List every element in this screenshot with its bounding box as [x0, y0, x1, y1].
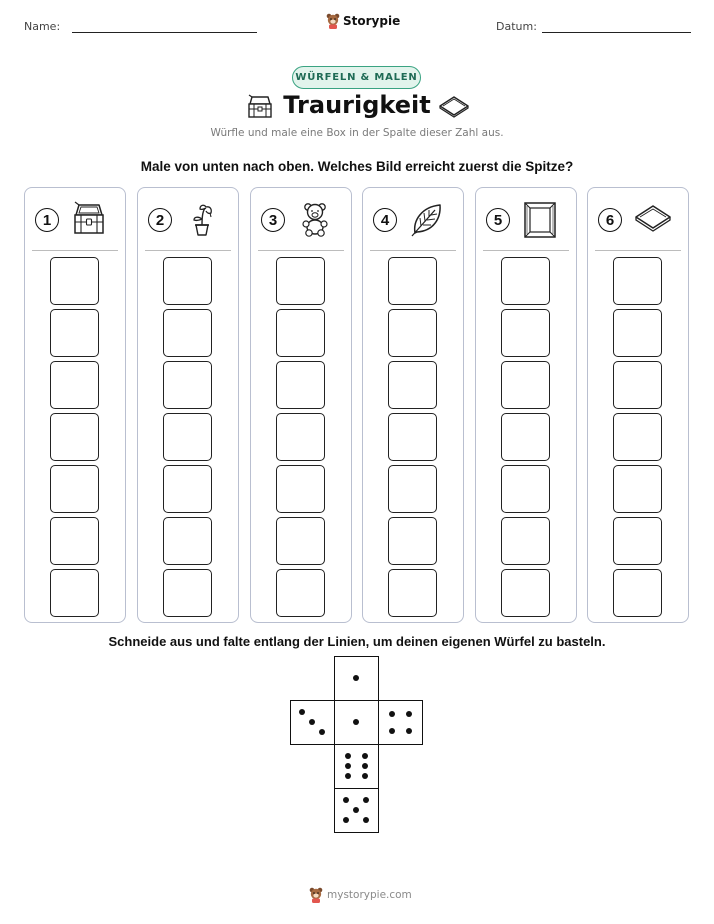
column-5: [475, 187, 577, 623]
column-number: 4: [373, 208, 397, 232]
die-face-6: [334, 744, 379, 789]
column-number: 5: [486, 208, 510, 232]
column-4: [362, 187, 464, 623]
color-box[interactable]: [388, 361, 437, 409]
page-title: Traurigkeit: [283, 91, 431, 119]
color-box[interactable]: [276, 257, 325, 305]
napkin-icon: [634, 201, 672, 240]
die-pip: [353, 719, 359, 725]
column-6: [587, 187, 689, 623]
die-pip: [299, 709, 305, 715]
color-box[interactable]: [388, 413, 437, 461]
die-pip: [362, 773, 368, 779]
color-box[interactable]: [613, 309, 662, 357]
color-box[interactable]: [50, 465, 99, 513]
column-number: 1: [35, 208, 59, 232]
column-divider: [145, 250, 231, 251]
die-face-4: [378, 700, 423, 745]
column-divider: [258, 250, 344, 251]
die-face-5: [334, 788, 379, 833]
treasure-chest-icon: [71, 201, 107, 242]
color-box[interactable]: [276, 517, 325, 565]
color-box[interactable]: [613, 569, 662, 617]
die-pip: [363, 797, 369, 803]
color-box[interactable]: [613, 361, 662, 409]
die-face-1: [334, 700, 379, 745]
color-box[interactable]: [163, 309, 212, 357]
die-pip: [309, 719, 315, 725]
die-pip: [353, 807, 359, 813]
teddy-bear-icon: [297, 201, 333, 242]
color-box[interactable]: [276, 569, 325, 617]
color-box[interactable]: [276, 465, 325, 513]
color-box[interactable]: [163, 465, 212, 513]
die-pip: [345, 753, 351, 759]
color-box[interactable]: [613, 465, 662, 513]
die-pip: [406, 728, 412, 734]
name-field-line[interactable]: [72, 32, 257, 33]
color-box[interactable]: [276, 361, 325, 409]
color-box[interactable]: [501, 309, 550, 357]
die-pip: [389, 728, 395, 734]
die-pip: [389, 711, 395, 717]
date-field-line[interactable]: [542, 32, 691, 33]
die-pip: [345, 763, 351, 769]
color-box[interactable]: [163, 257, 212, 305]
bear-mascot-icon: [326, 13, 340, 29]
color-box[interactable]: [50, 517, 99, 565]
date-label: Datum:: [496, 20, 537, 33]
die-pip: [363, 817, 369, 823]
color-box[interactable]: [388, 517, 437, 565]
color-box[interactable]: [613, 517, 662, 565]
color-box[interactable]: [276, 413, 325, 461]
color-box[interactable]: [388, 309, 437, 357]
color-box[interactable]: [501, 465, 550, 513]
die-pip: [343, 817, 349, 823]
color-box[interactable]: [276, 309, 325, 357]
column-3: [250, 187, 352, 623]
color-box[interactable]: [501, 413, 550, 461]
color-box[interactable]: [501, 517, 550, 565]
die-pip: [353, 675, 359, 681]
category-badge: WÜRFELN & MALEN: [292, 66, 421, 89]
die-face-3: [290, 700, 335, 745]
column-divider: [595, 250, 681, 251]
column-number: 2: [148, 208, 172, 232]
name-label: Name:: [24, 20, 61, 33]
die-pip: [362, 753, 368, 759]
subtitle: Würfle und male eine Box in der Spalte dieser Zahl aus.: [210, 127, 504, 139]
brand-logo: [326, 13, 400, 29]
column-number: 3: [261, 208, 285, 232]
color-box[interactable]: [50, 361, 99, 409]
color-box[interactable]: [163, 517, 212, 565]
column-divider: [483, 250, 569, 251]
die-pip: [343, 797, 349, 803]
color-box[interactable]: [501, 361, 550, 409]
color-box[interactable]: [163, 413, 212, 461]
color-box[interactable]: [50, 257, 99, 305]
color-box[interactable]: [50, 309, 99, 357]
die-pip: [345, 773, 351, 779]
bear-mascot-icon: [309, 887, 323, 903]
die-face-1: [334, 656, 379, 701]
color-box[interactable]: [613, 413, 662, 461]
color-box[interactable]: [388, 569, 437, 617]
color-box[interactable]: [388, 465, 437, 513]
footer-url: mystorypie.com: [327, 889, 412, 901]
color-box[interactable]: [163, 569, 212, 617]
color-box[interactable]: [50, 569, 99, 617]
cut-instruction: Schneide aus und falte entlang der Linien, um deinen eigenen Würfel zu basteln.: [108, 634, 606, 649]
column-1: [24, 187, 126, 623]
color-box[interactable]: [163, 361, 212, 409]
die-pip: [362, 763, 368, 769]
instruction: Male von unten nach oben. Welches Bild erreicht zuerst die Spitze?: [140, 159, 574, 174]
wilted-flower-icon: [184, 201, 220, 242]
picture-frame-icon: [522, 201, 558, 244]
column-divider: [370, 250, 456, 251]
color-box[interactable]: [613, 257, 662, 305]
brand-name: Storypie: [343, 14, 401, 28]
color-box[interactable]: [50, 413, 99, 461]
color-box[interactable]: [501, 569, 550, 617]
column-divider: [32, 250, 118, 251]
color-box[interactable]: [388, 257, 437, 305]
napkin-icon: [438, 94, 470, 123]
column-2: [137, 187, 239, 623]
die-pip: [406, 711, 412, 717]
color-box[interactable]: [501, 257, 550, 305]
footer: [309, 887, 412, 903]
die-pip: [319, 729, 325, 735]
leaf-icon: [409, 201, 445, 242]
column-number: 6: [598, 208, 622, 232]
